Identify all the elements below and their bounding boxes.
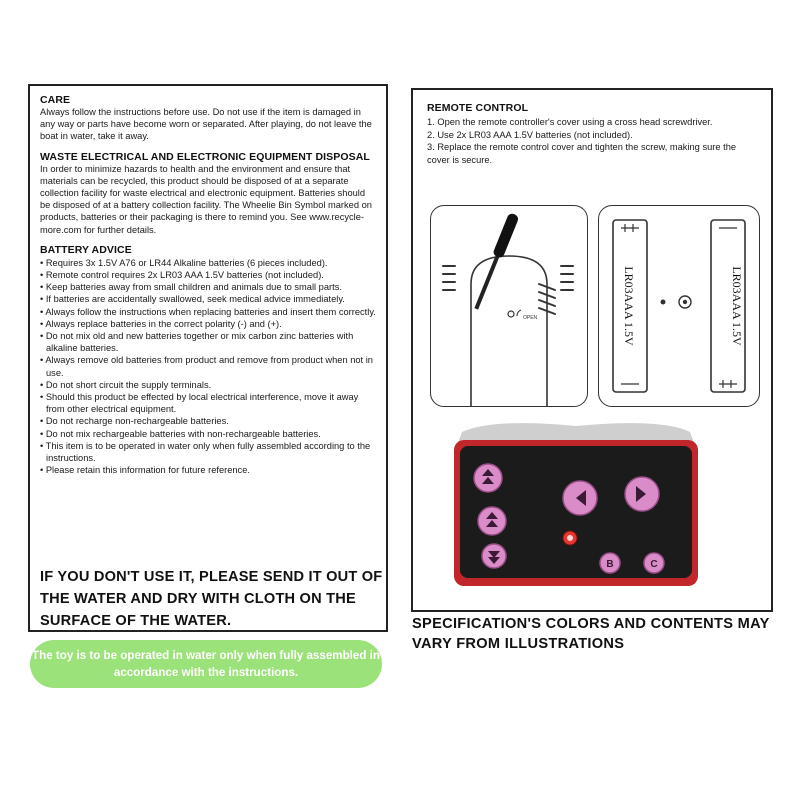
- battery-heading: BATTERY ADVICE: [40, 243, 132, 256]
- battery-advice-list: [40, 257, 376, 477]
- care-heading: CARE: [40, 94, 71, 106]
- remote-controller-image: [452, 418, 700, 586]
- dry-warning-text: IF YOU DON'T USE IT, PLEASE SEND IT OUT OF THE WATER AND DRY WITH CLOTH ON THE SURFACE OF THE WATER.: [40, 569, 383, 629]
- battery-advice-item: • Keep batteries away from small children and animals due to small parts.: [40, 281, 376, 293]
- button-b-label: B: [606, 559, 614, 570]
- remote-step: 3. Replace the remote control cover and tighten the screw, making sure the cover is secure.: [427, 142, 737, 165]
- water-notice-banner: The toy is to be operated in water only when fully assembled in accordance with the instructions.: [30, 640, 382, 688]
- care-text: Always follow the instructions before use. Do not use if the item is damaged in any way or parts have become worn or separated. After playing, do not leave the boat in water, take it away.: [40, 107, 372, 142]
- open-label: OPEN: [523, 315, 538, 321]
- weee-section: [40, 151, 376, 236]
- battery-advice-item: • Do not mix rechargeable batteries with non-rechargeable batteries.: [40, 428, 376, 440]
- remote-step: 2. Use 2x LR03 AAA 1.5V batteries (not included).: [427, 129, 633, 140]
- battery-label-left: LR03AAA 1.5V: [622, 266, 636, 346]
- battery-advice-item: • Always remove old batteries from product and remove from product when not in use.: [40, 354, 376, 378]
- battery-advice-item: • Do not short circuit the supply terminals.: [40, 379, 376, 391]
- battery-advice-item: • Always follow the instructions when replacing batteries and insert them correctly.: [40, 306, 376, 318]
- battery-label-right: LR03AAA 1.5V: [730, 266, 744, 346]
- screwdriver-illustration: [430, 205, 588, 407]
- battery-advice-item: • Remote control requires 2x LR03 AAA 1.5V batteries (not included).: [40, 269, 376, 281]
- remote-step: 1. Open the remote controller's cover using a cross head screwdriver.: [427, 117, 713, 127]
- battery-advice-item: • Always replace batteries in the correct polarity (-) and (+).: [40, 318, 376, 330]
- specification-disclaimer: SPECIFICATION'S COLORS AND CONTENTS MAY VARY FROM ILLUSTRATIONS: [412, 616, 770, 652]
- remote-cover-screwdriver-icon: [431, 206, 587, 406]
- battery-advice-item: • Requires 3x 1.5V A76 or LR44 Alkaline batteries (6 pieces included).: [40, 257, 376, 269]
- button-c-label: C: [650, 559, 658, 570]
- battery-advice-item: • Do not mix old and new batteries together or mix carbon zinc batteries with alkaline batteries.: [40, 330, 376, 354]
- remote-steps-list: [427, 116, 757, 166]
- battery-compartment-icon: [599, 206, 759, 406]
- remote-heading: REMOTE CONTROL: [427, 102, 529, 114]
- battery-advice-item: • Should this product be effected by local electrical interference, move it away from other electrical equipment.: [40, 391, 376, 415]
- remote-controller-icon: [452, 418, 700, 586]
- battery-advice-item: • Do not recharge non-rechargeable batteries.: [40, 415, 376, 427]
- weee-heading: WASTE ELECTRICAL AND ELECTRONIC EQUIPMENT DISPOSAL: [40, 150, 370, 163]
- battery-advice-item: • This item is to be operated in water only when fully assembled according to the instructions.: [40, 440, 376, 464]
- battery-section: [40, 244, 376, 477]
- care-section: [40, 94, 376, 143]
- battery-advice-item: • If batteries are accidentally swallowed, seek medical advice immediately.: [40, 293, 376, 305]
- battery-compartment-illustration: [598, 205, 760, 407]
- weee-text: In order to minimize hazards to health and the environment and ensure that materials can be recycled, this product should be disposed of at a separate collection facility for waste electrical and electronic equipment. Batteries should be disposed of at a battery collection facility. The Wheelie Bin Symbol marked on products, batteries or their packaging is there to remind you. See www.recycle-more.com for further details.: [40, 163, 372, 235]
- left-instruction-panel: [28, 84, 388, 632]
- battery-advice-item: • Please retain this information for future reference.: [40, 464, 376, 476]
